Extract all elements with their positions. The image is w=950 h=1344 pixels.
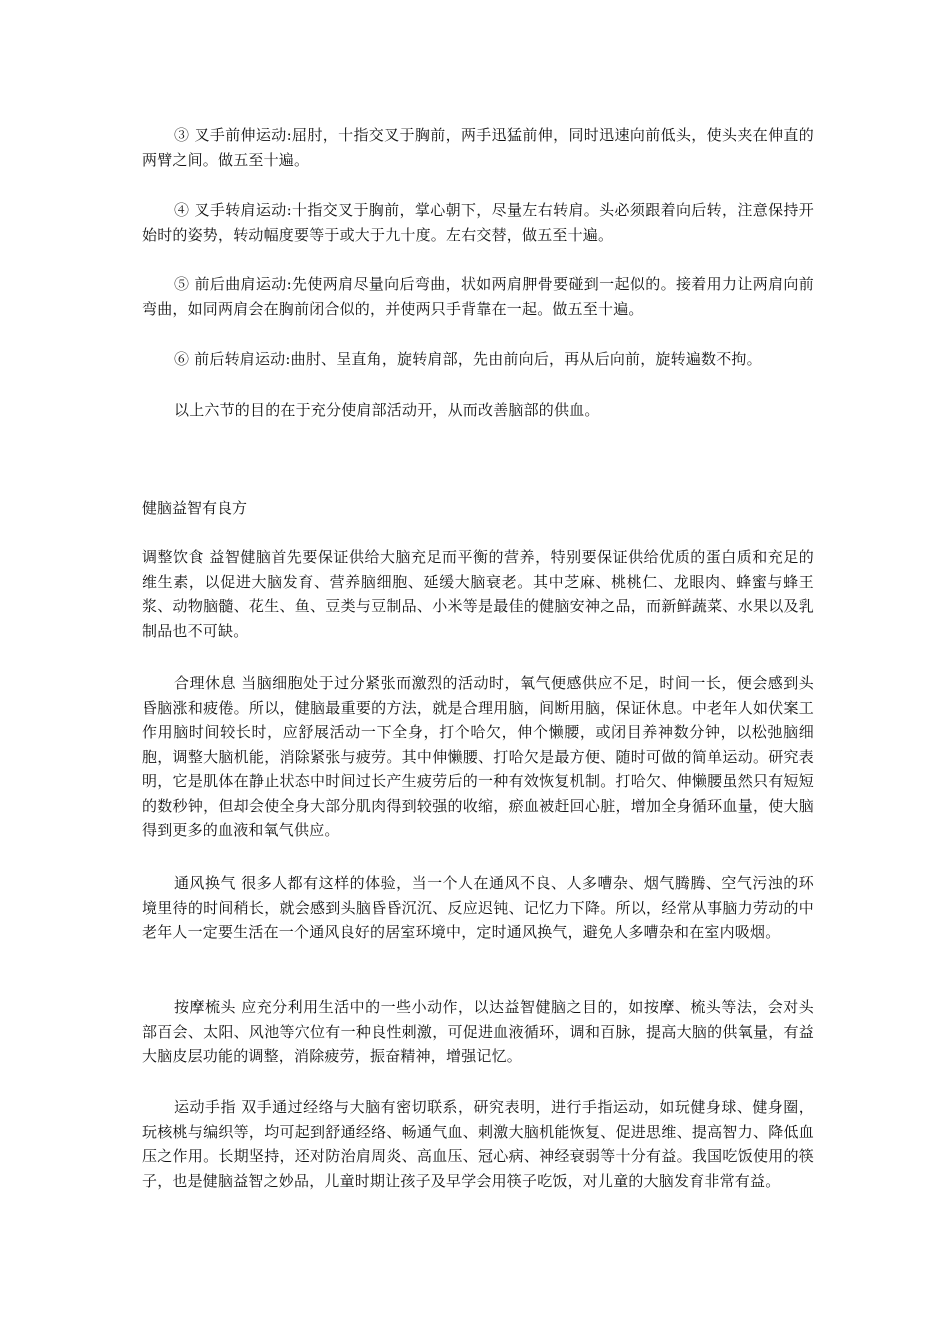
exercise-4-paragraph: ④ 叉手转肩运动:十指交叉于胸前，掌心朝下，尽量左右转肩。头必须跟着向后转，注意保持开始时的姿势，转动幅度要等于或大于九十度。左右交替，做五至十遍。 <box>142 201 814 244</box>
tip-rest-paragraph: 合理休息 当脑细胞处于过分紧张而激烈的活动时，氧气便感供应不足，时间一长，便会感到头昏脑涨和疲倦。所以，健脑最重要的方法，就是合理用脑，间断用脑，保证休息。中老年人如伏案工作用脑时间较长时，应舒展活动一下全身，打个哈欠，伸个懒腰，或闭目养神数分钟，以松弛脑细胞，调整大脑机能，消除紧张与疲劳。其中伸懒腰、打哈欠是最方便、随时可做的简单运动。研究表明，它是肌体在静止状态中时间过长产生疲劳后的一种有效恢复机制。打哈欠、伸懒腰虽然只有短短的数秒钟，但却会使全身大部分肌肉得到较强的收缩，瘀血被赶回心脏，增加全身循环血量，使大脑得到更多的血液和氧气供应。 <box>142 674 814 839</box>
tip-diet-paragraph: 调整饮食 益智健脑首先要保证供给大脑充足而平衡的营养，特别要保证供给优质的蛋白质和充足的维生素，以促进大脑发育、营养脑细胞、延缓大脑衰老。其中芝麻、桃桃仁、龙眼肉、蜂蜜与蜂王浆、动物脑髓、花生、鱼、豆类与豆制品、小米等是最佳的健脑安神之品，而新鲜蔬菜、水果以及乳制品也不可缺。 <box>142 548 814 640</box>
exercise-6-paragraph: ⑥ 前后转肩运动:曲肘、呈直角，旋转肩部，先由前向后，再从后向前，旋转遍数不拘。 <box>174 350 762 368</box>
tip-massage-paragraph: 按摩梳头 应充分利用生活中的一些小动作，以达益智健脑之目的，如按摩、梳头等法，会对头部百会、太阳、风池等穴位有一种良性刺激，可促进血液循环，调和百脉，提高大脑的供氧量，有益大脑皮层功能的调整，消除疲劳，振奋精神，增强记忆。 <box>142 998 814 1065</box>
section-title: 健脑益智有良方 <box>142 499 248 517</box>
exercise-5-paragraph: ⑤ 前后曲肩运动:先使两肩尽量向后弯曲，状如两肩胛骨要碰到一起似的。接着用力让两肩向前弯曲，如同两肩会在胸前闭合似的，并使两只手背靠在一起。做五至十遍。 <box>142 275 814 318</box>
exercise-3-paragraph: ③ 叉手前伸运动:屈肘，十指交叉于胸前，两手迅猛前伸，同时迅速向前低头，使头夹在伸直的两臂之间。做五至十遍。 <box>142 126 814 169</box>
summary-paragraph: 以上六节的目的在于充分使肩部活动开，从而改善脑部的供血。 <box>174 401 600 419</box>
tip-finger-exercise-paragraph: 运动手指 双手通过经络与大脑有密切联系，研究表明，进行手指运动，如玩健身球、健身圈，玩核桃与编织等，均可起到舒通经络、畅通气血、刺激大脑机能恢复、促进思维、提高智力、降低血压之作用。长期坚持，还对防治肩周炎、高血压、冠心病、神经衰弱等十分有益。我国吃饭使用的筷子，也是健脑益智之妙品，儿童时期让孩子及早学会用筷子吃饭，对儿童的大脑发育非常有益。 <box>142 1098 814 1190</box>
tip-ventilation-paragraph: 通风换气 很多人都有这样的体验，当一个人在通风不良、人多嘈杂、烟气腾腾、空气污浊的环境里待的时间稍长，就会感到头脑昏昏沉沉、反应迟钝、记忆力下降。所以，经常从事脑力劳动的中老年人一定要生活在一个通风良好的居室环境中，定时通风换气，避免人多嘈杂和在室内吸烟。 <box>142 874 814 941</box>
